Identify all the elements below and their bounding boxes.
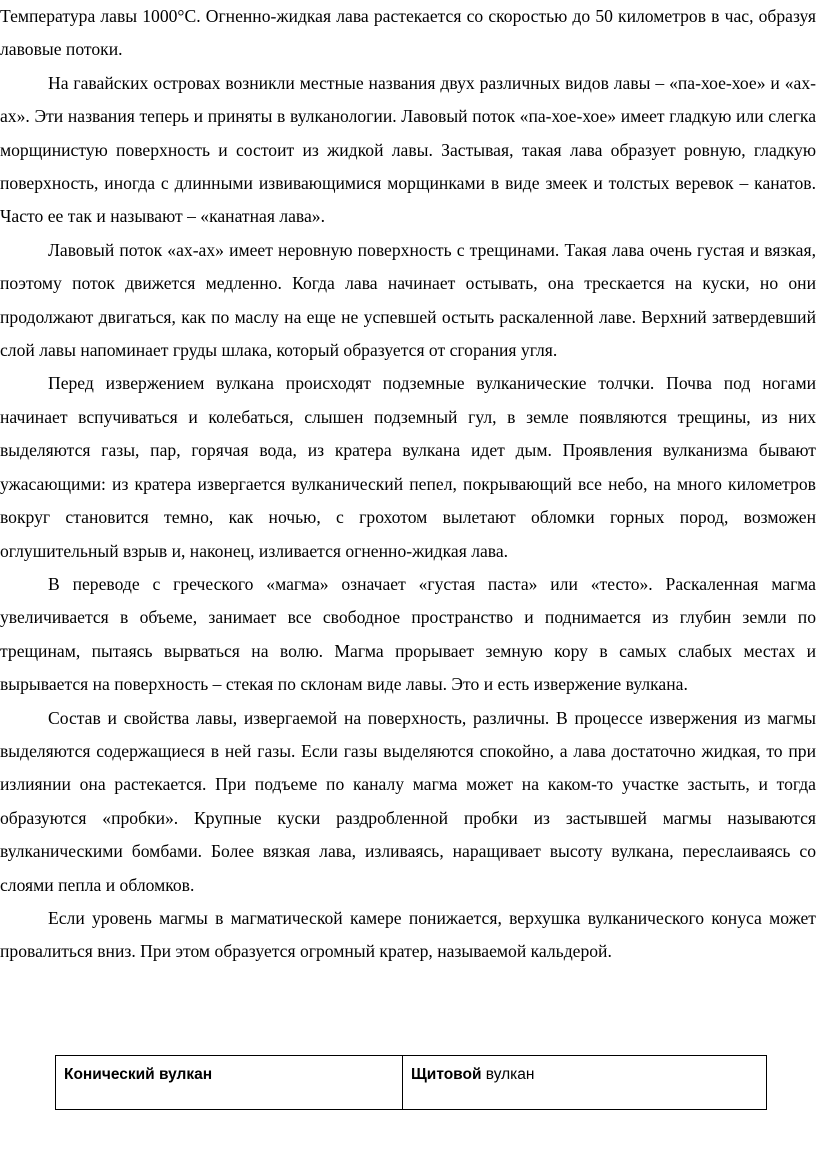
paragraph-lava-temperature: Температура лавы 1000°С. Огненно-жидкая лава растекается со скоростью до 50 километров в час, образуя лавовые потоки. xyxy=(0,6,816,60)
table-cell-shield-volcano xyxy=(403,1056,767,1110)
shield-volcano-bold-word: Щитовой xyxy=(411,1066,482,1083)
paragraph-aa-lava: Лавовый поток «ах-ах» имеет неровную поверхность с трещинами. Такая лава очень густая и вязкая, поэтому поток движется медленно. Когда лава начинает остывать, она трескается на куски, но они продолжают двигаться, как по маслу на еще не успевшей остыть раскаленной лаве. Верхний затвердевший слой лавы напоминает груды шлака, который образуется от сгорания угля. xyxy=(0,239,816,361)
paragraph-eruption-signs: Перед извержением вулкана происходят подземные вулканические толчки. Почва под ногами начинает вспучиваться и колебаться, слышен подземный гул, в земле появляются трещины, из них выделяются газы, пар, горячая вода, из кратера вулкана идет дым. Проявления вулканизма бывают ужасающими: из кратера извергается вулканический пепел, покрывающий все небо, на много километров вокруг становится темно, как ночью, с грохотом вылетают обломки горных пород, возможен оглушительный взрыв и, наконец, изливается огненно-жидкая лава. xyxy=(0,373,816,561)
volcano-types-table xyxy=(55,1055,767,1110)
table-row xyxy=(56,1056,767,1110)
shield-volcano-rest: вулкан xyxy=(481,1066,535,1083)
paragraph-hawaiian-lava: На гавайских островах возникли местные названия двух различных видов лавы – «па-хое-хое» и «ах-ах». Эти названия теперь и приняты в вулканологии. Лавовый поток «па-хое-хое» имеет гладкую или слегка морщинистую поверхность и состоит из жидкой лавы. Застывая, такая лава образует ровную, гладкую поверхность, иногда с длинными извивающимися морщинками в виде змеек и толстых веревок – канатов. Часто ее так и называют – «канатная лава». xyxy=(0,72,816,227)
paragraph-lava-composition: Состав и свойства лавы, извергаемой на поверхность, различны. В процессе извержения из магмы выделяются содержащиеся в ней газы. Если газы выделяются спокойно, а лава достаточно жидкая, то при излиянии она растекается. При подъеме по каналу магма может на каком-то участке застыть, и тогда образуются «пробки». Крупные куски раздробленной пробки из застывшей магмы называются вулканическими бомбами. Более вязкая лава, изливаясь, наращивает высоту вулкана, переслаиваясь со слоями пепла и обломков. xyxy=(0,707,816,895)
paragraph-magma: В переводе с греческого «магма» означает «густая паста» или «тесто». Раскаленная магма увеличивается в объеме, занимает все свободное пространство и поднимается из глубин земли по трещинам, пытаясь вырваться на волю. Магма прорывает земную кору в самых слабых местах и вырывается на поверхность – стекая по склонам виде лавы. Это и есть извержение вулкана. xyxy=(0,573,816,695)
paragraph-caldera: Если уровень магмы в магматической камере понижается, верхушка вулканического конуса может провалиться вниз. При этом образуется огромный кратер, называемой кальдерой. xyxy=(0,907,816,962)
table-cell-conical-volcano: Конический вулкан xyxy=(56,1056,403,1110)
